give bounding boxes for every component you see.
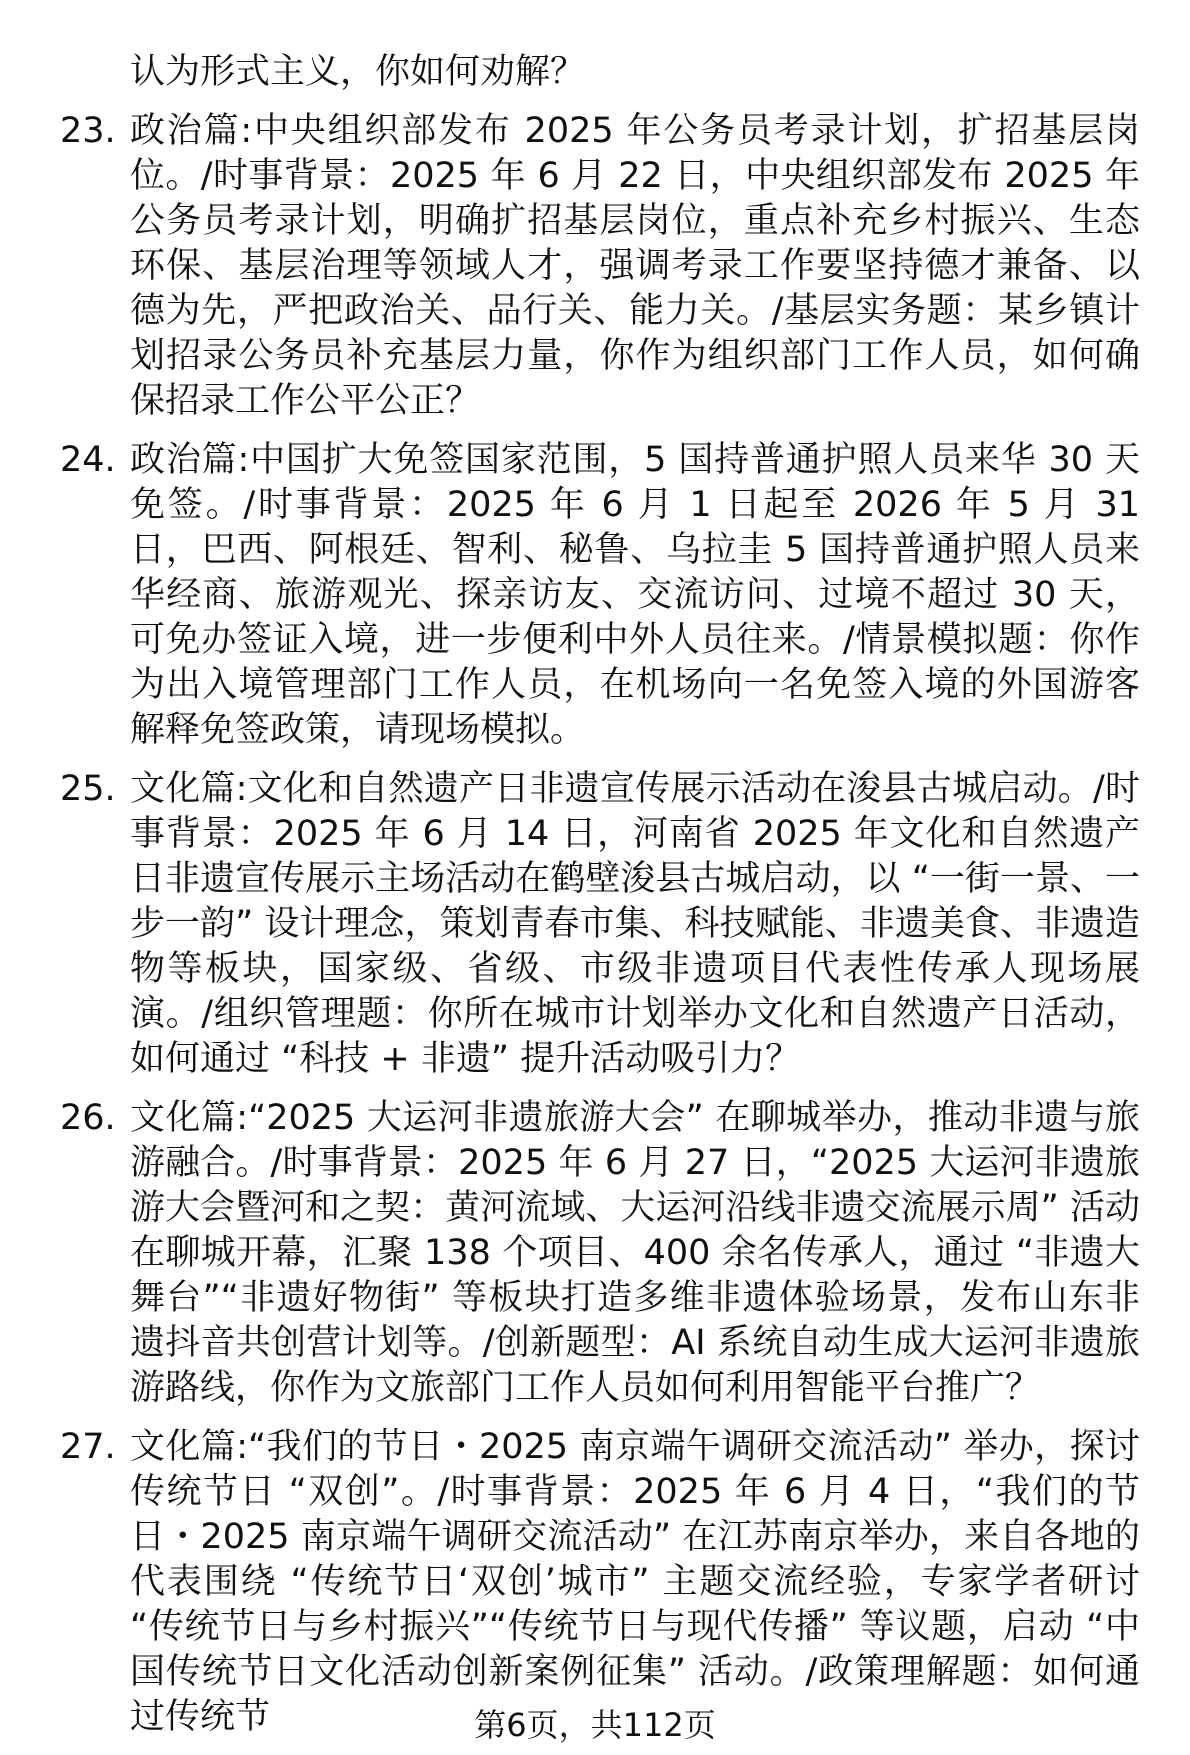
list-item bbox=[60, 1425, 1140, 1740]
item-text: 文化篇:文化和自然遗产日非遗宣传展示活动在浚县古城启动。/时事背景：2025 年 6 月 14 日，河南省 2025 年文化和自然遗产日非遗宣传展示主场活动在鹤壁浚县古城启动，以 “一街一景、一步一韵” 设计理念，策划青春市集、科技赋能、非遗美食、非遗造物等板块，国家级、省级、市级非遗项目代表性传承人现场展演。/组织管理题：你所在城市计划举办文化和自然遗产日活动，如何通过 “科技 + 非遗” 提升活动吸引力？ bbox=[130, 769, 1140, 1079]
list-item bbox=[60, 109, 1140, 424]
item-text: 政治篇:中央组织部发布 2025 年公务员考录计划，扩招基层岗位。/时事背景：2025 年 6 月 22 日，中央组织部发布 2025 年公务员考录计划，明确扩招基层岗位，重点补充乡村振兴、生态环保、基层治理等领域人才，强调考录工作要坚持德才兼备、以德为先，严把政治关、品行关、能力关。/基层实务题：某乡镇计划招录公务员补充基层力量，你作为组织部门工作人员，如何确保招录工作公平公正？ bbox=[130, 111, 1140, 421]
item-number: 23. bbox=[60, 111, 116, 151]
list-item bbox=[60, 1096, 1140, 1411]
item-number: 27. bbox=[60, 1427, 116, 1467]
list-item bbox=[60, 767, 1140, 1082]
document-body bbox=[60, 50, 1140, 1754]
item-number: 26. bbox=[60, 1098, 116, 1138]
continuation-text: 认为形式主义，你如何劝解？ bbox=[130, 52, 586, 92]
item-text: 文化篇:“2025 大运河非遗旅游大会” 在聊城举办，推动非遗与旅游融合。/时事背景：2025 年 6 月 27 日，“2025 大运河非遗旅游大会暨河和之契：黄河流域、大运河沿线非遗交流展示周” 活动在聊城开幕，汇聚 138 个项目、400 余名传承人，通过 “非遗大舞台”“非遗好物街” 等板块打造多维非遗体验场景，发布山东非遗抖音共创营计划等。/创新题型：AI 系统自动生成大运河非遗旅游路线，你作为文旅部门工作人员如何利用智能平台推广？ bbox=[130, 1098, 1140, 1408]
item-number: 25. bbox=[60, 769, 116, 809]
item-text: 文化篇:“我们的节日・2025 南京端午调研交流活动” 举办，探讨传统节日 “双创”。/时事背景：2025 年 6 月 4 日，“我们的节日・2025 南京端午调研交流活动” 在江苏南京举办，来自各地的代表围绕 “传统节日‘双创’城市” 主题交流经验，专家学者研讨 “传统节日与乡村振兴”“传统节日与现代传播” 等议题，启动 “中国传统节日文化活动创新案例征集” 活动。/政策理解题：如何通过传统节 bbox=[130, 1427, 1140, 1737]
item-text: 政治篇:中国扩大免签国家范围，5 国持普通护照人员来华 30 天免签。/时事背景：2025 年 6 月 1 日起至 2026 年 5 月 31 日，巴西、阿根廷、智利、秘鲁、乌拉圭 5 国持普通护照人员来华经商、旅游观光、探亲访友、交流访问、过境不超过 30 天，可免办签证入境，进一步便利中外人员往来。/情景模拟题：你作为出入境管理部门工作人员，在机场向一名免签入境的外国游客解释免签政策，请现场模拟。 bbox=[130, 440, 1140, 750]
page-number-footer: 第6页，共112页 bbox=[474, 1706, 716, 1744]
item-number: 24. bbox=[60, 440, 116, 480]
list-item bbox=[60, 438, 1140, 753]
